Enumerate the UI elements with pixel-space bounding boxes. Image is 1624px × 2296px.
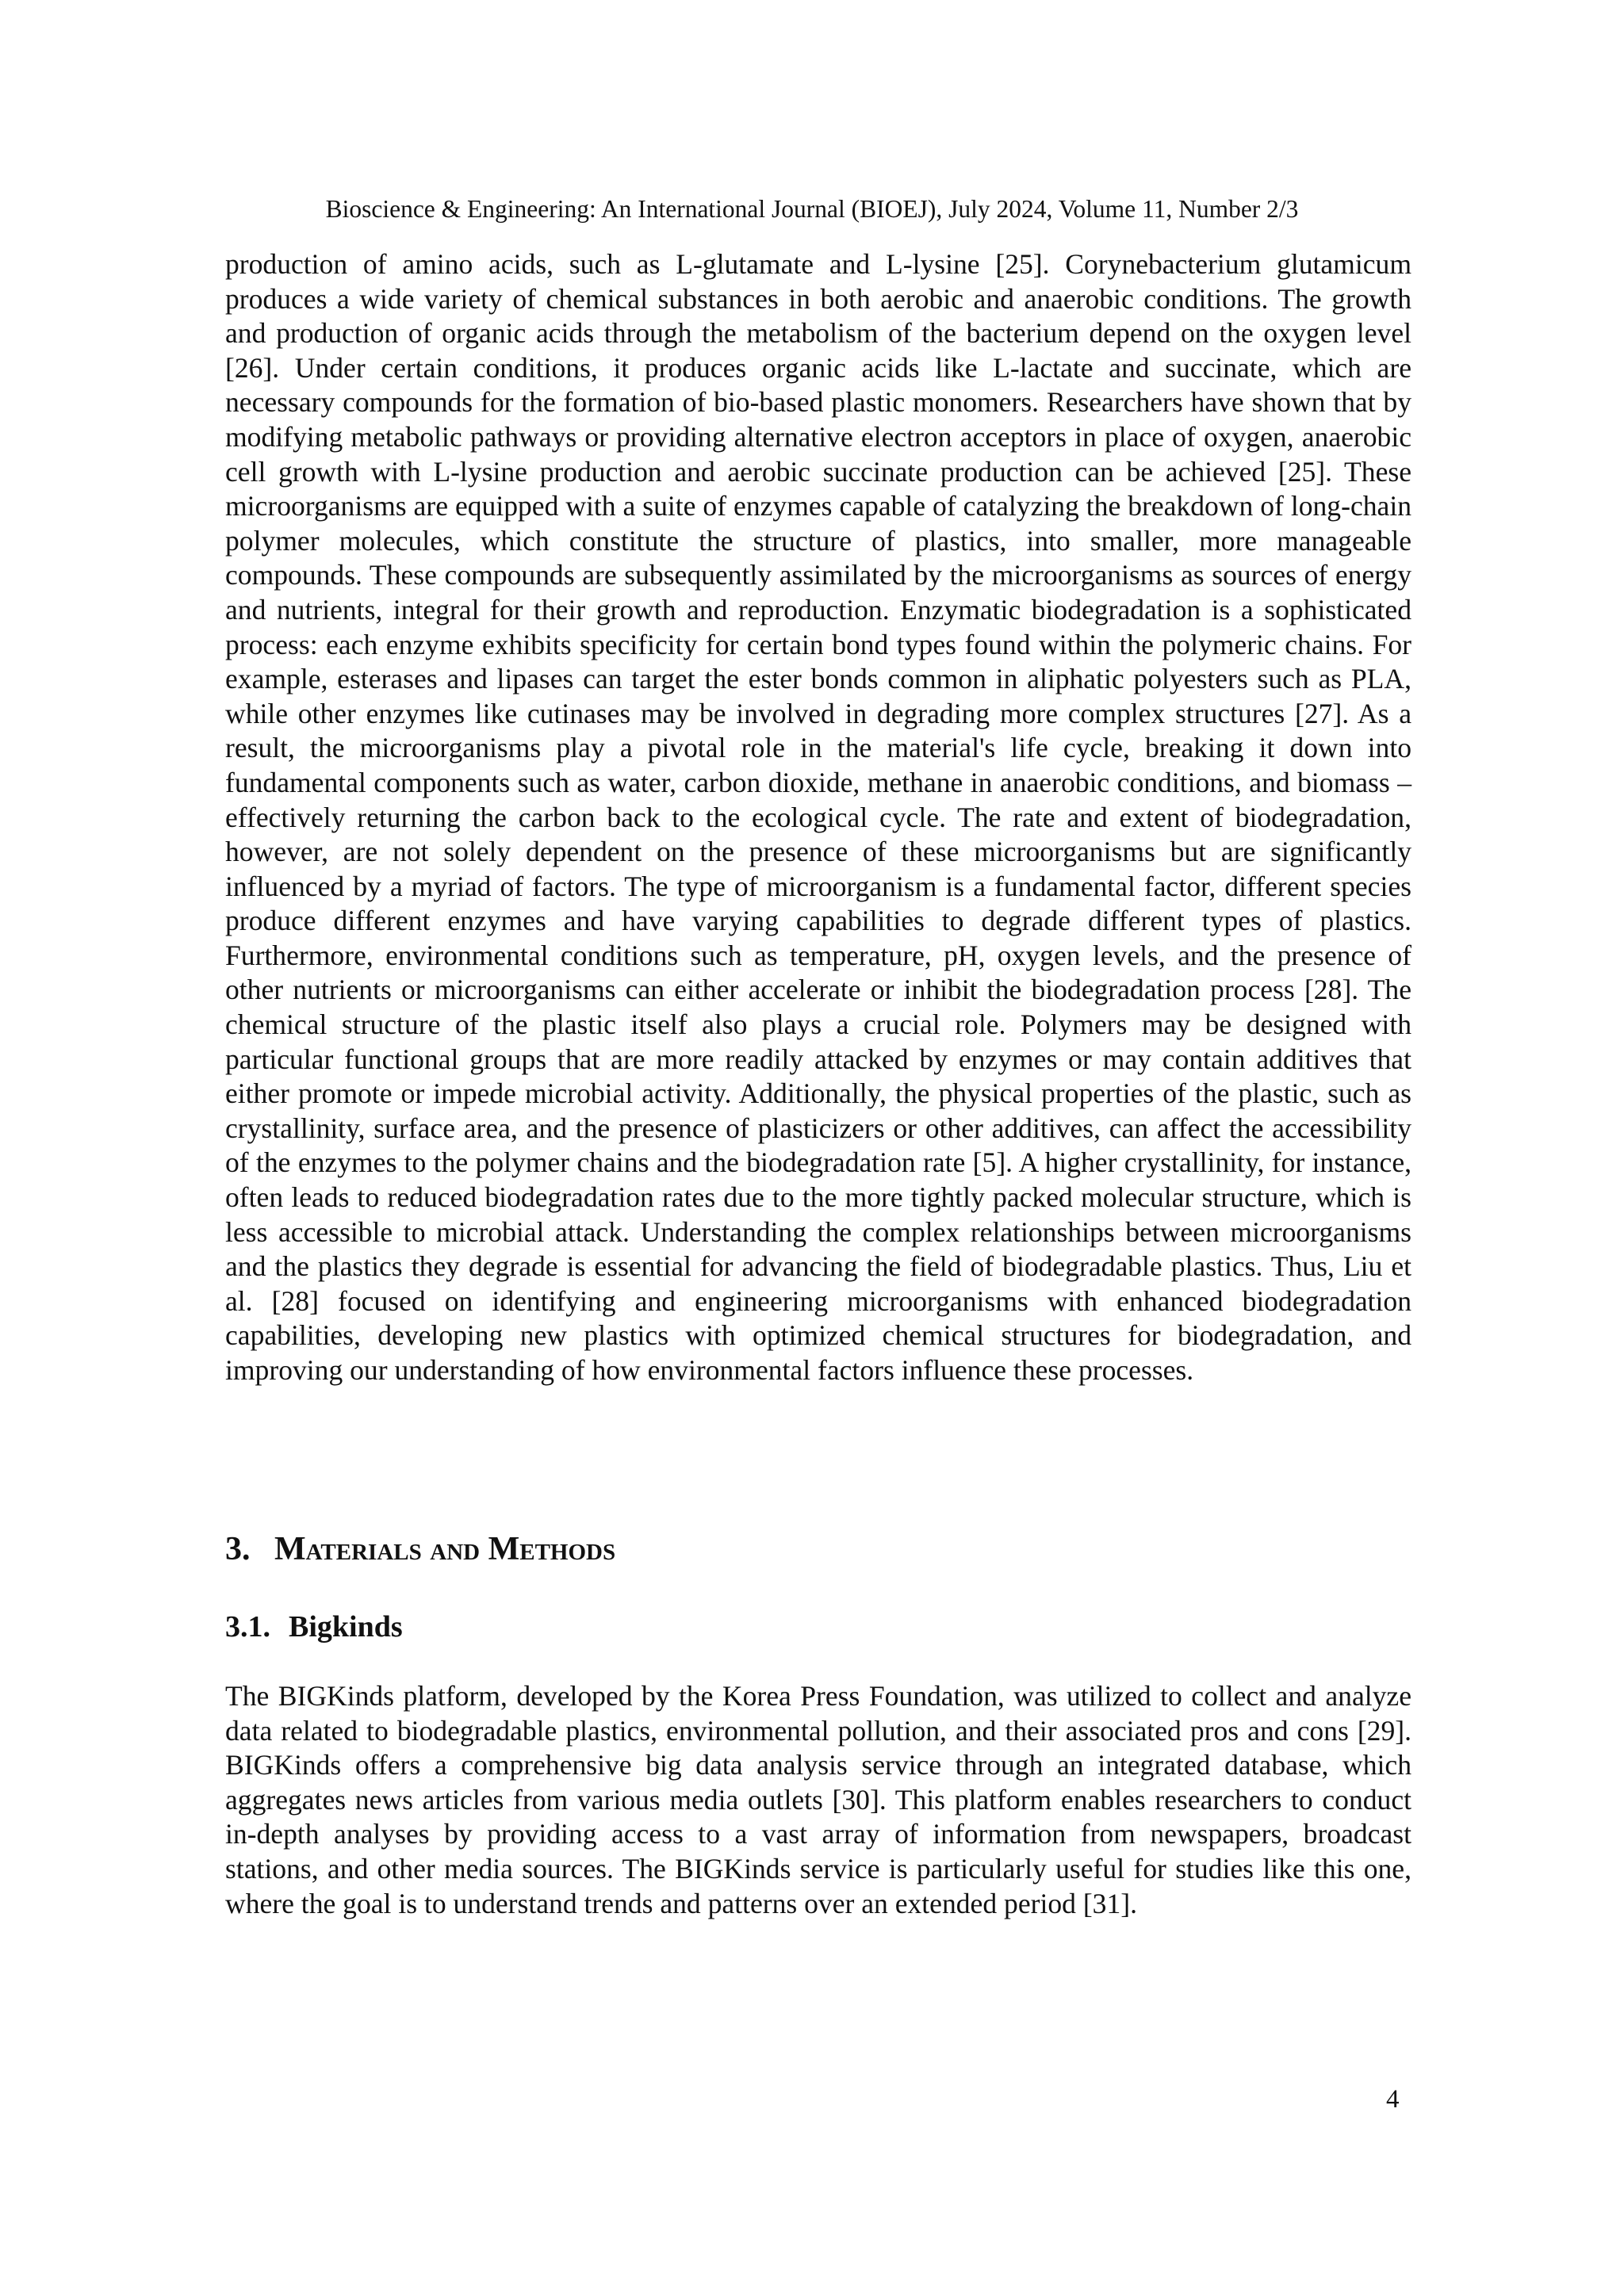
subsection-number: 3.1. bbox=[225, 1610, 270, 1644]
body-paragraph-1: production of amino acids, such as L-glutamate and L-lysine [25]. Corynebacterium glutamicum produces a wide variety of chemical substances in both aerobic and anaerobic conditions. The growth and production of organic acids through the metabolism of the bacterium depend on the oxygen level [26]. Under certain conditions, it produces organic acids like L-lactate and succinate, which are necessary compounds for the formation of bio-based plastic monomers. Researchers have shown that by modifying metabolic pathways or providing alternative electron acceptors in place of oxygen, anaerobic cell growth with L-lysine production and aerobic succinate production can be achieved [25]. These microorganisms are equipped with a suite of enzymes capable of catalyzing the breakdown of long-chain polymer molecules, which constitute the structure of plastics, into smaller, more manageable compounds. These compounds are subsequently assimilated by the microorganisms as sources of energy and nutrients, integral for their growth and reproduction. Enzymatic biodegradation is a sophisticated process: each enzyme exhibits specificity for certain bond types found within the polymeric chains. For example, esterases and lipases can target the ester bonds common in aliphatic polyesters such as PLA, while other enzymes like cutinases may be involved in degrading more complex structures [27]. As a result, the microorganisms play a pivotal role in the material's life cycle, breaking it down into fundamental components such as water, carbon dioxide, methane in anaerobic conditions, and biomass – effectively returning the carbon back to the ecological cycle. The rate and extent of biodegradation, however, are not solely dependent on the presence of these microorganisms but are significantly influenced by a myriad of factors. The type of microorganism is a fundamental factor, different species produce different enzymes and have varying capabilities to degrade different types of plastics. Furthermore, environmental conditions such as temperature, pH, oxygen levels, and the presence of other nutrients or microorganisms can either accelerate or inhibit the biodegradation process [28]. The chemical structure of the plastic itself also plays a crucial role. Polymers may be designed with particular functional groups that are more readily attacked by enzymes or may contain additives that either promote or impede microbial activity. Additionally, the physical properties of the plastic, such as crystallinity, surface area, and the presence of plasticizers or other additives, can affect the accessibility of the enzymes to the polymer chains and the biodegradation rate [5]. A higher crystallinity, for instance, often leads to reduced biodegradation rates due to the more tightly packed molecular structure, which is less accessible to microbial attack. Understanding the complex relationships between microorganisms and the plastics they degrade is essential for advancing the field of biodegradable plastics. Thus, Liu et al. [28] focused on identifying and engineering microorganisms with enhanced biodegradation capabilities, developing new plastics with optimized chemical structures for biodegradation, and improving our understanding of how environmental factors influence these processes. bbox=[225, 248, 1411, 1386]
subsection-heading-bigkinds bbox=[225, 1608, 403, 1646]
section-title: Materials and Methods bbox=[274, 1531, 616, 1567]
page-number: 4 bbox=[1386, 2085, 1400, 2114]
subsection-title: Bigkinds bbox=[289, 1610, 403, 1644]
body-paragraph-2: The BIGKinds platform, developed by the Korea Press Foundation, was utilized to collect and analyze data related to biodegradable plastics, environmental pollution, and their associated pros and cons [29]. BIGKinds offers a comprehensive big data analysis service through an integrated database, which aggregates news articles from various media outlets [30]. This platform enables researchers to conduct in-depth analyses by providing access to a vast array of information from newspapers, broadcast stations, and other media sources. The BIGKinds service is particularly useful for studies like this one, where the goal is to understand trends and patterns over an extended period [31]. bbox=[225, 1680, 1411, 1919]
section-heading-materials-methods bbox=[225, 1529, 615, 1570]
section-number: 3. bbox=[225, 1531, 251, 1567]
running-header: Bioscience & Engineering: An International Journal (BIOEJ), July 2024, Volume 11, Number 2/3 bbox=[325, 195, 1299, 223]
